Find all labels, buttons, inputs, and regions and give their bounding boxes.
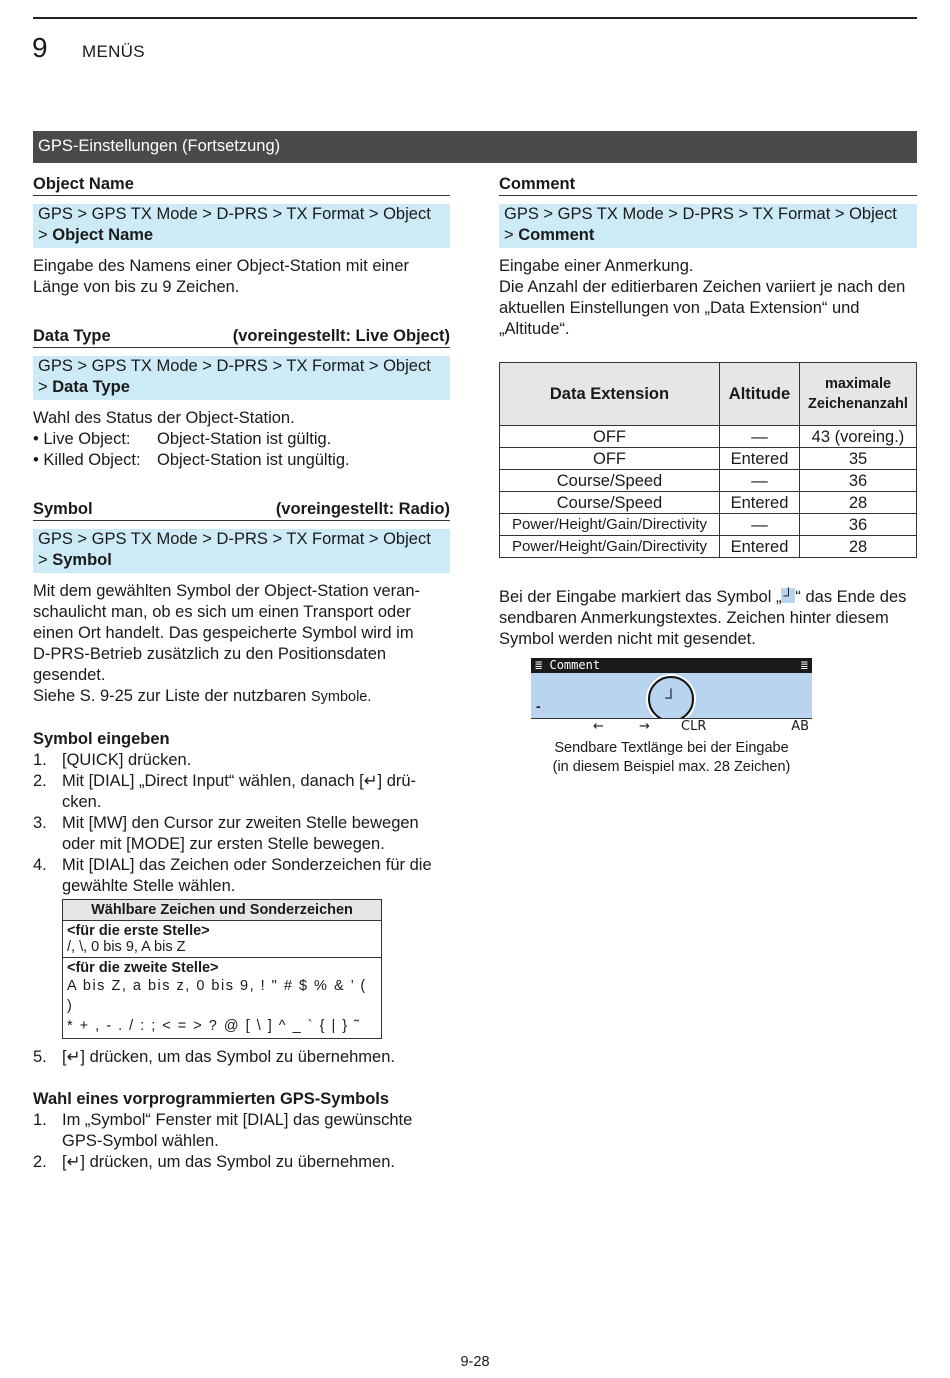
table-cell: Power/Height/Gain/Directivity: [500, 536, 720, 558]
selectable-characters-table: [62, 899, 382, 1039]
menu-icon: ≣: [800, 658, 808, 672]
step-number: 3.: [33, 814, 47, 832]
table-cell: 36: [800, 514, 917, 536]
list-item: [33, 771, 450, 813]
clr-key[interactable]: CLR: [681, 719, 707, 734]
see-small: Symbole.: [310, 689, 372, 705]
step-text: Mit [DIAL] das Zeichen oder Sonderzeichen für die gewählte Stelle wählen.: [62, 856, 432, 895]
list-item: [33, 1110, 450, 1152]
path-gt: >: [38, 226, 48, 244]
step-number: 1.: [33, 1111, 47, 1129]
symbol-default: (voreingestellt: Radio): [275, 500, 450, 518]
object-name-description: Eingabe des Namens einer Object-Station mit einer Länge von bis zu 9 Zeichen.: [33, 257, 410, 296]
object-name-menu-path: [33, 204, 450, 248]
lcd-caption: [499, 739, 844, 777]
path-prefix: GPS > GPS TX Mode > D-PRS > TX Format > Object: [504, 205, 897, 223]
chapter-number: 9: [32, 32, 48, 63]
data-type-menu-path: [33, 356, 450, 400]
bullet-key: • Killed Object:: [33, 451, 141, 469]
path-gt: >: [38, 378, 48, 396]
path-gt: >: [38, 551, 48, 569]
right-column: [499, 170, 917, 777]
preprogrammed-symbol-section: [33, 1089, 450, 1173]
comment-text-1: Eingabe einer Anmerkung.: [499, 257, 694, 275]
text-line: Mit dem gewählten Symbol der Object-Station veran-: [33, 582, 421, 600]
comment-heading: [499, 170, 917, 196]
comment-title: Comment: [499, 175, 576, 193]
table-cell: 28: [800, 536, 917, 558]
step-number: 1.: [33, 751, 47, 769]
table-cell: OFF: [500, 426, 720, 448]
table-cell: OFF: [500, 448, 720, 470]
bullet-live: [33, 429, 450, 450]
symbol-menu-path: [33, 529, 450, 573]
column-header: Data Extension: [500, 363, 720, 426]
table-cell: 43 (voreing.): [800, 426, 917, 448]
second-position-chars: * + , - . / : ; < = > ? @ [ \ ] ^ _ ` { | } ˜: [67, 1018, 361, 1034]
lcd-title-group: [535, 658, 600, 673]
end-symbol-highlight: ┘: [648, 676, 694, 722]
table-cell: Entered: [720, 536, 800, 558]
object-name-heading: [33, 170, 450, 196]
see-text: Siehe S. 9-25 zur Liste der nutzbaren: [33, 687, 307, 705]
symbol-description: [33, 581, 450, 708]
table-row: [500, 536, 917, 558]
second-position-chars: A bis Z, a bis z, 0 bis 9, ! " # $ % & ’ ( ): [67, 978, 367, 1014]
data-type-description: [33, 408, 450, 471]
second-position-cell: [63, 958, 382, 1039]
table-cell: Entered: [720, 492, 800, 514]
list-item: [33, 813, 450, 855]
chapter-title: MENÜS: [82, 42, 145, 61]
text-cursor: -: [536, 698, 541, 714]
data-type-heading: [33, 322, 450, 348]
table-cell: 36: [800, 470, 917, 492]
step-number: 5.: [33, 1048, 47, 1066]
list-item: [33, 1047, 450, 1068]
first-position-chars: /, \, 0 bis 9, A bis Z: [67, 939, 186, 955]
path-prefix: GPS > GPS TX Mode > D-PRS > TX Format > Object: [38, 205, 431, 223]
text-line: einen Ort handelt. Das gespeicherte Symbol wird im: [33, 624, 414, 642]
step-text: [QUICK] drücken.: [62, 751, 192, 769]
menu-icon: ≣: [535, 658, 543, 672]
top-rule: [33, 17, 917, 19]
table-row: [500, 448, 917, 470]
column-header: Altitude: [720, 363, 800, 426]
preprogrammed-title: Wahl eines vorprogrammierten GPS-Symbols: [33, 1090, 390, 1108]
path-item: Data Type: [52, 378, 130, 396]
chars-table-header: Wählbare Zeichen und Sonderzeichen: [63, 900, 382, 921]
bullet-value: Object-Station ist ungültig.: [157, 451, 350, 469]
see-reference: [33, 686, 450, 708]
symbol-title: Symbol: [33, 500, 93, 518]
column-header: maximale Zeichenanzahl: [800, 363, 917, 426]
comment-description: [499, 256, 917, 340]
step-text: [↵] drücken, um das Symbol zu übernehmen.: [62, 1048, 395, 1066]
table-cell: Course/Speed: [500, 492, 720, 514]
lcd-title: Comment: [549, 658, 601, 672]
lcd-comment-screen: [531, 658, 812, 733]
symbol-section: [33, 495, 450, 708]
path-item: Object Name: [52, 226, 154, 244]
first-position-cell: [63, 921, 382, 958]
note-text: “ das Ende des sendbaren Anmerkungstextes. Zeichen hinter diesem Symbol werden nicht mit gesendet.: [499, 588, 907, 648]
caption-line: Sendbare Textlänge bei der Eingabe: [554, 740, 789, 756]
table-cell: —: [720, 470, 800, 492]
symbol-heading: [33, 495, 450, 521]
table-row: [500, 470, 917, 492]
section-title: GPS-Einstellungen (Fortsetzung): [33, 131, 917, 163]
caption-line: (in diesem Beispiel max. 28 Zeichen): [552, 759, 791, 775]
path-prefix: GPS > GPS TX Mode > D-PRS > TX Format > Object: [38, 530, 431, 548]
comment-text-2: Die Anzahl der editierbaren Zeichen variiert je nach den aktuellen Einstellungen von „Data Extension“ und „Altitude“.: [499, 278, 906, 338]
table-cell: 28: [800, 492, 917, 514]
first-position-label: <für die erste Stelle>: [67, 923, 210, 939]
table-cell: —: [720, 514, 800, 536]
note-text: Bei der Eingabe markiert das Symbol „: [499, 588, 782, 606]
symbol-input-title: Symbol eingeben: [33, 730, 170, 748]
right-arrow-icon[interactable]: →: [639, 719, 650, 734]
data-type-section: [33, 322, 450, 471]
table-row: [500, 492, 917, 514]
list-item: [33, 855, 450, 897]
path-item: Symbol: [52, 551, 112, 569]
data-type-title: Data Type: [33, 327, 111, 345]
data-type-text: Wahl des Status der Object-Station.: [33, 409, 295, 427]
lcd-title-bar: [531, 658, 812, 673]
path-item: Comment: [518, 226, 595, 244]
comment-section: [499, 170, 917, 340]
object-name-section: [33, 170, 450, 298]
bullet-key: • Live Object:: [33, 430, 131, 448]
bullet-value: Object-Station ist gültig.: [157, 430, 332, 448]
data-type-default: (voreingestellt: Live Object): [232, 327, 450, 345]
object-name-title: Object Name: [33, 175, 134, 193]
list-item: [33, 1152, 450, 1173]
table-row: [500, 426, 917, 448]
path-gt: >: [504, 226, 514, 244]
table-row: [500, 514, 917, 536]
text-line: D-PRS-Betrieb zusätzlich zu den Positionsdaten: [33, 645, 387, 663]
bullet-killed: [33, 450, 450, 471]
ab-key[interactable]: AB: [791, 719, 809, 734]
step-text: Mit [DIAL] „Direct Input“ wählen, danach [↵] drü-cken.: [62, 772, 417, 811]
data-extension-table: [499, 362, 917, 558]
symbol-input-section: [33, 729, 450, 1068]
page-number: 9-28: [460, 1354, 490, 1370]
second-position-label: <für die zweite Stelle>: [67, 960, 219, 976]
table-cell: —: [720, 426, 800, 448]
table-cell: Course/Speed: [500, 470, 720, 492]
end-symbol-icon: ┘: [783, 587, 794, 603]
comment-menu-path: [499, 204, 917, 248]
step-text: Mit [MW] den Cursor zur zweiten Stelle bewegen oder mit [MODE] zur ersten Stelle bewegen.: [62, 814, 419, 853]
table-cell: Entered: [720, 448, 800, 470]
step-number: 2.: [33, 772, 47, 790]
left-arrow-icon[interactable]: ←: [593, 719, 604, 734]
step-number: 4.: [33, 856, 47, 874]
table-cell: 35: [800, 448, 917, 470]
step-number: 2.: [33, 1153, 47, 1171]
left-column: [33, 170, 450, 1173]
lcd-softkeys: [531, 718, 812, 733]
path-prefix: GPS > GPS TX Mode > D-PRS > TX Format > Object: [38, 357, 431, 375]
step-text: Im „Symbol“ Fenster mit [DIAL] das gewünschte GPS-Symbol wählen.: [62, 1111, 413, 1150]
end-symbol-note: [499, 587, 917, 650]
list-item: [33, 750, 450, 771]
table-cell: Power/Height/Gain/Directivity: [500, 514, 720, 536]
text-line: schaulicht man, ob es sich um einen Transport oder: [33, 603, 411, 621]
step-text: [↵] drücken, um das Symbol zu übernehmen.: [62, 1153, 395, 1171]
text-line: gesendet.: [33, 666, 106, 684]
